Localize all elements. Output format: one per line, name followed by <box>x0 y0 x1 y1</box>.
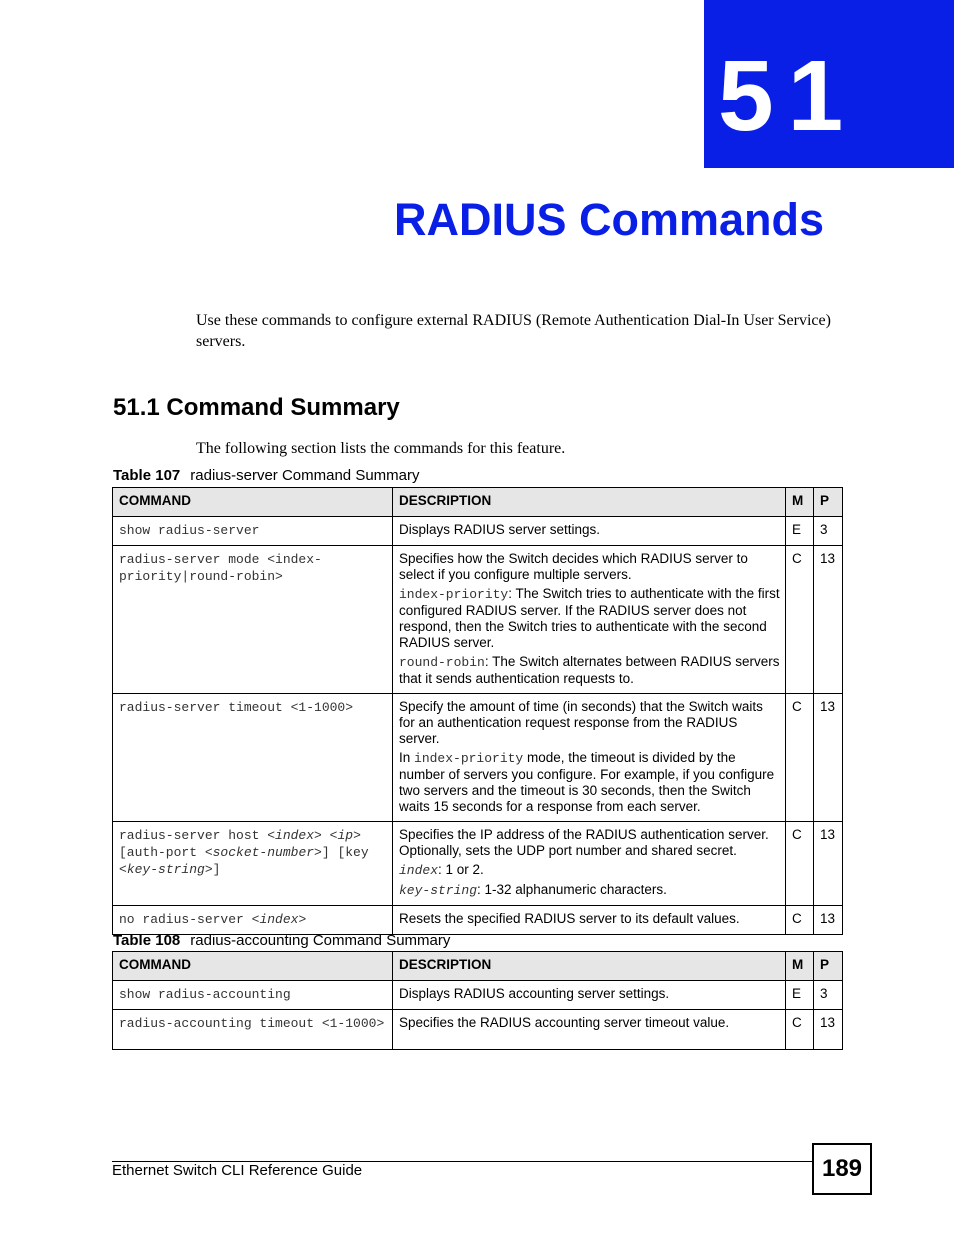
description-text: Specifies the IP address of the RADIUS authentication server. Optionally, sets the UDP port number and shared secret. <box>399 827 769 858</box>
table-107-title: radius-server Command Summary <box>190 467 420 484</box>
command-part: >] [key < <box>119 845 369 877</box>
privilege-cell: 3 <box>814 517 843 546</box>
mode-cell: C <box>786 1010 814 1050</box>
privilege-cell: 13 <box>814 822 843 906</box>
intro-paragraph: Use these commands to configure external RADIUS (Remote Authentication Dial-In User Service) servers. <box>196 312 831 350</box>
header-description: DESCRIPTION <box>393 952 786 981</box>
privilege-cell: 13 <box>814 546 843 694</box>
option-code: key-string <box>399 883 478 898</box>
table-107-caption <box>113 467 420 485</box>
description-cell: Resets the specified RADIUS server to its default values. <box>393 906 786 935</box>
option-text: : 1-32 alphanumeric characters. <box>477 882 667 897</box>
header-m: M <box>786 488 814 517</box>
table-row <box>113 546 843 694</box>
header-description: DESCRIPTION <box>393 488 786 517</box>
option-text: mode, the timeout is divided by the number of servers you configure. For example, if you configure two servers and the timeout is 30 seconds, then the Switch waits 15 seconds for a response from each server. <box>399 750 775 814</box>
command-part: > <box>298 912 307 927</box>
description-option <box>399 882 780 899</box>
description-option <box>399 586 780 651</box>
section-text: The following section lists the commands for this feature. <box>196 440 566 457</box>
description-cell <box>393 546 786 694</box>
table-row <box>113 1010 843 1050</box>
description-option <box>399 750 780 815</box>
command-param: key-string <box>126 862 205 877</box>
command-part: radius-server host < <box>119 828 276 843</box>
privilege-cell: 3 <box>814 981 843 1010</box>
option-text: : The Switch tries to authenticate with the first configured RADIUS server. If the RADIUS server does not respond, then the Switch tries to authenticate with the second RADIUS server. <box>399 586 780 650</box>
command-cell: show radius-server <box>113 517 393 546</box>
command-cell: radius-accounting timeout <1-1000> <box>113 1010 393 1050</box>
command-part: no radius-server < <box>119 912 260 927</box>
command-param: ip <box>337 828 354 843</box>
page-number: 189 <box>812 1143 872 1195</box>
description-cell: Specifies the RADIUS accounting server timeout value. <box>393 1010 786 1050</box>
description-cell <box>393 694 786 822</box>
header-command: COMMAND <box>113 952 393 981</box>
option-code: index <box>399 863 439 878</box>
privilege-cell: 13 <box>814 1010 843 1050</box>
description-cell: Displays RADIUS accounting server settings. <box>393 981 786 1010</box>
table-107 <box>112 487 843 935</box>
command-cell <box>113 822 393 906</box>
table-108-caption <box>113 932 450 950</box>
table-108-label: Table 108 <box>113 932 181 949</box>
command-param: socket-number <box>212 845 315 860</box>
command-part: > [auth-port < <box>119 828 361 860</box>
table-108 <box>112 951 843 1050</box>
table-header-row <box>113 952 843 981</box>
table-row <box>113 981 843 1010</box>
option-code: round-robin <box>399 655 485 670</box>
table-header-row <box>113 488 843 517</box>
option-code: index-priority <box>414 751 524 766</box>
command-part: >] <box>204 862 221 877</box>
description-option <box>399 862 780 879</box>
description-cell: Displays RADIUS server settings. <box>393 517 786 546</box>
table-107-label: Table 107 <box>113 467 181 484</box>
chapter-title: RADIUS Commands <box>394 194 825 245</box>
privilege-cell: 13 <box>814 694 843 822</box>
mode-cell: C <box>786 822 814 906</box>
header-p: P <box>814 952 843 981</box>
description-option <box>399 654 780 687</box>
command-param: index <box>259 912 299 927</box>
command-cell: radius-server mode <index-priority|round-robin> <box>113 546 393 694</box>
option-code: index-priority <box>399 587 509 602</box>
description-text: Specifies how the Switch decides which RADIUS server to select if you configure multiple servers. <box>399 551 748 582</box>
chapter-number-box <box>704 0 954 168</box>
table-row <box>113 517 843 546</box>
option-prefix: In <box>399 750 415 765</box>
command-part: > < <box>314 828 338 843</box>
footer-guide-title: Ethernet Switch CLI Reference Guide <box>112 1162 363 1179</box>
description-cell <box>393 822 786 906</box>
table-row <box>113 822 843 906</box>
mode-cell: E <box>786 981 814 1010</box>
table-108-title: radius-accounting Command Summary <box>190 932 451 949</box>
command-cell: show radius-accounting <box>113 981 393 1010</box>
mode-cell: C <box>786 906 814 935</box>
command-cell: radius-server timeout <1-1000> <box>113 694 393 822</box>
option-text: : The Switch alternates between RADIUS servers that it sends authentication requests to. <box>399 654 780 686</box>
table-row <box>113 694 843 822</box>
header-m: M <box>786 952 814 981</box>
chapter-number: 51 <box>718 40 858 152</box>
header-p: P <box>814 488 843 517</box>
command-param: index <box>275 828 315 843</box>
privilege-cell: 13 <box>814 906 843 935</box>
option-text: : 1 or 2. <box>438 862 484 877</box>
mode-cell: C <box>786 546 814 694</box>
description-text: Specify the amount of time (in seconds) that the Switch waits for an authentication request response from the RADIUS server. <box>399 699 763 746</box>
header-command: COMMAND <box>113 488 393 517</box>
section-heading: 51.1 Command Summary <box>113 394 400 421</box>
command-cell <box>113 906 393 935</box>
mode-cell: C <box>786 694 814 822</box>
mode-cell: E <box>786 517 814 546</box>
table-row <box>113 906 843 935</box>
